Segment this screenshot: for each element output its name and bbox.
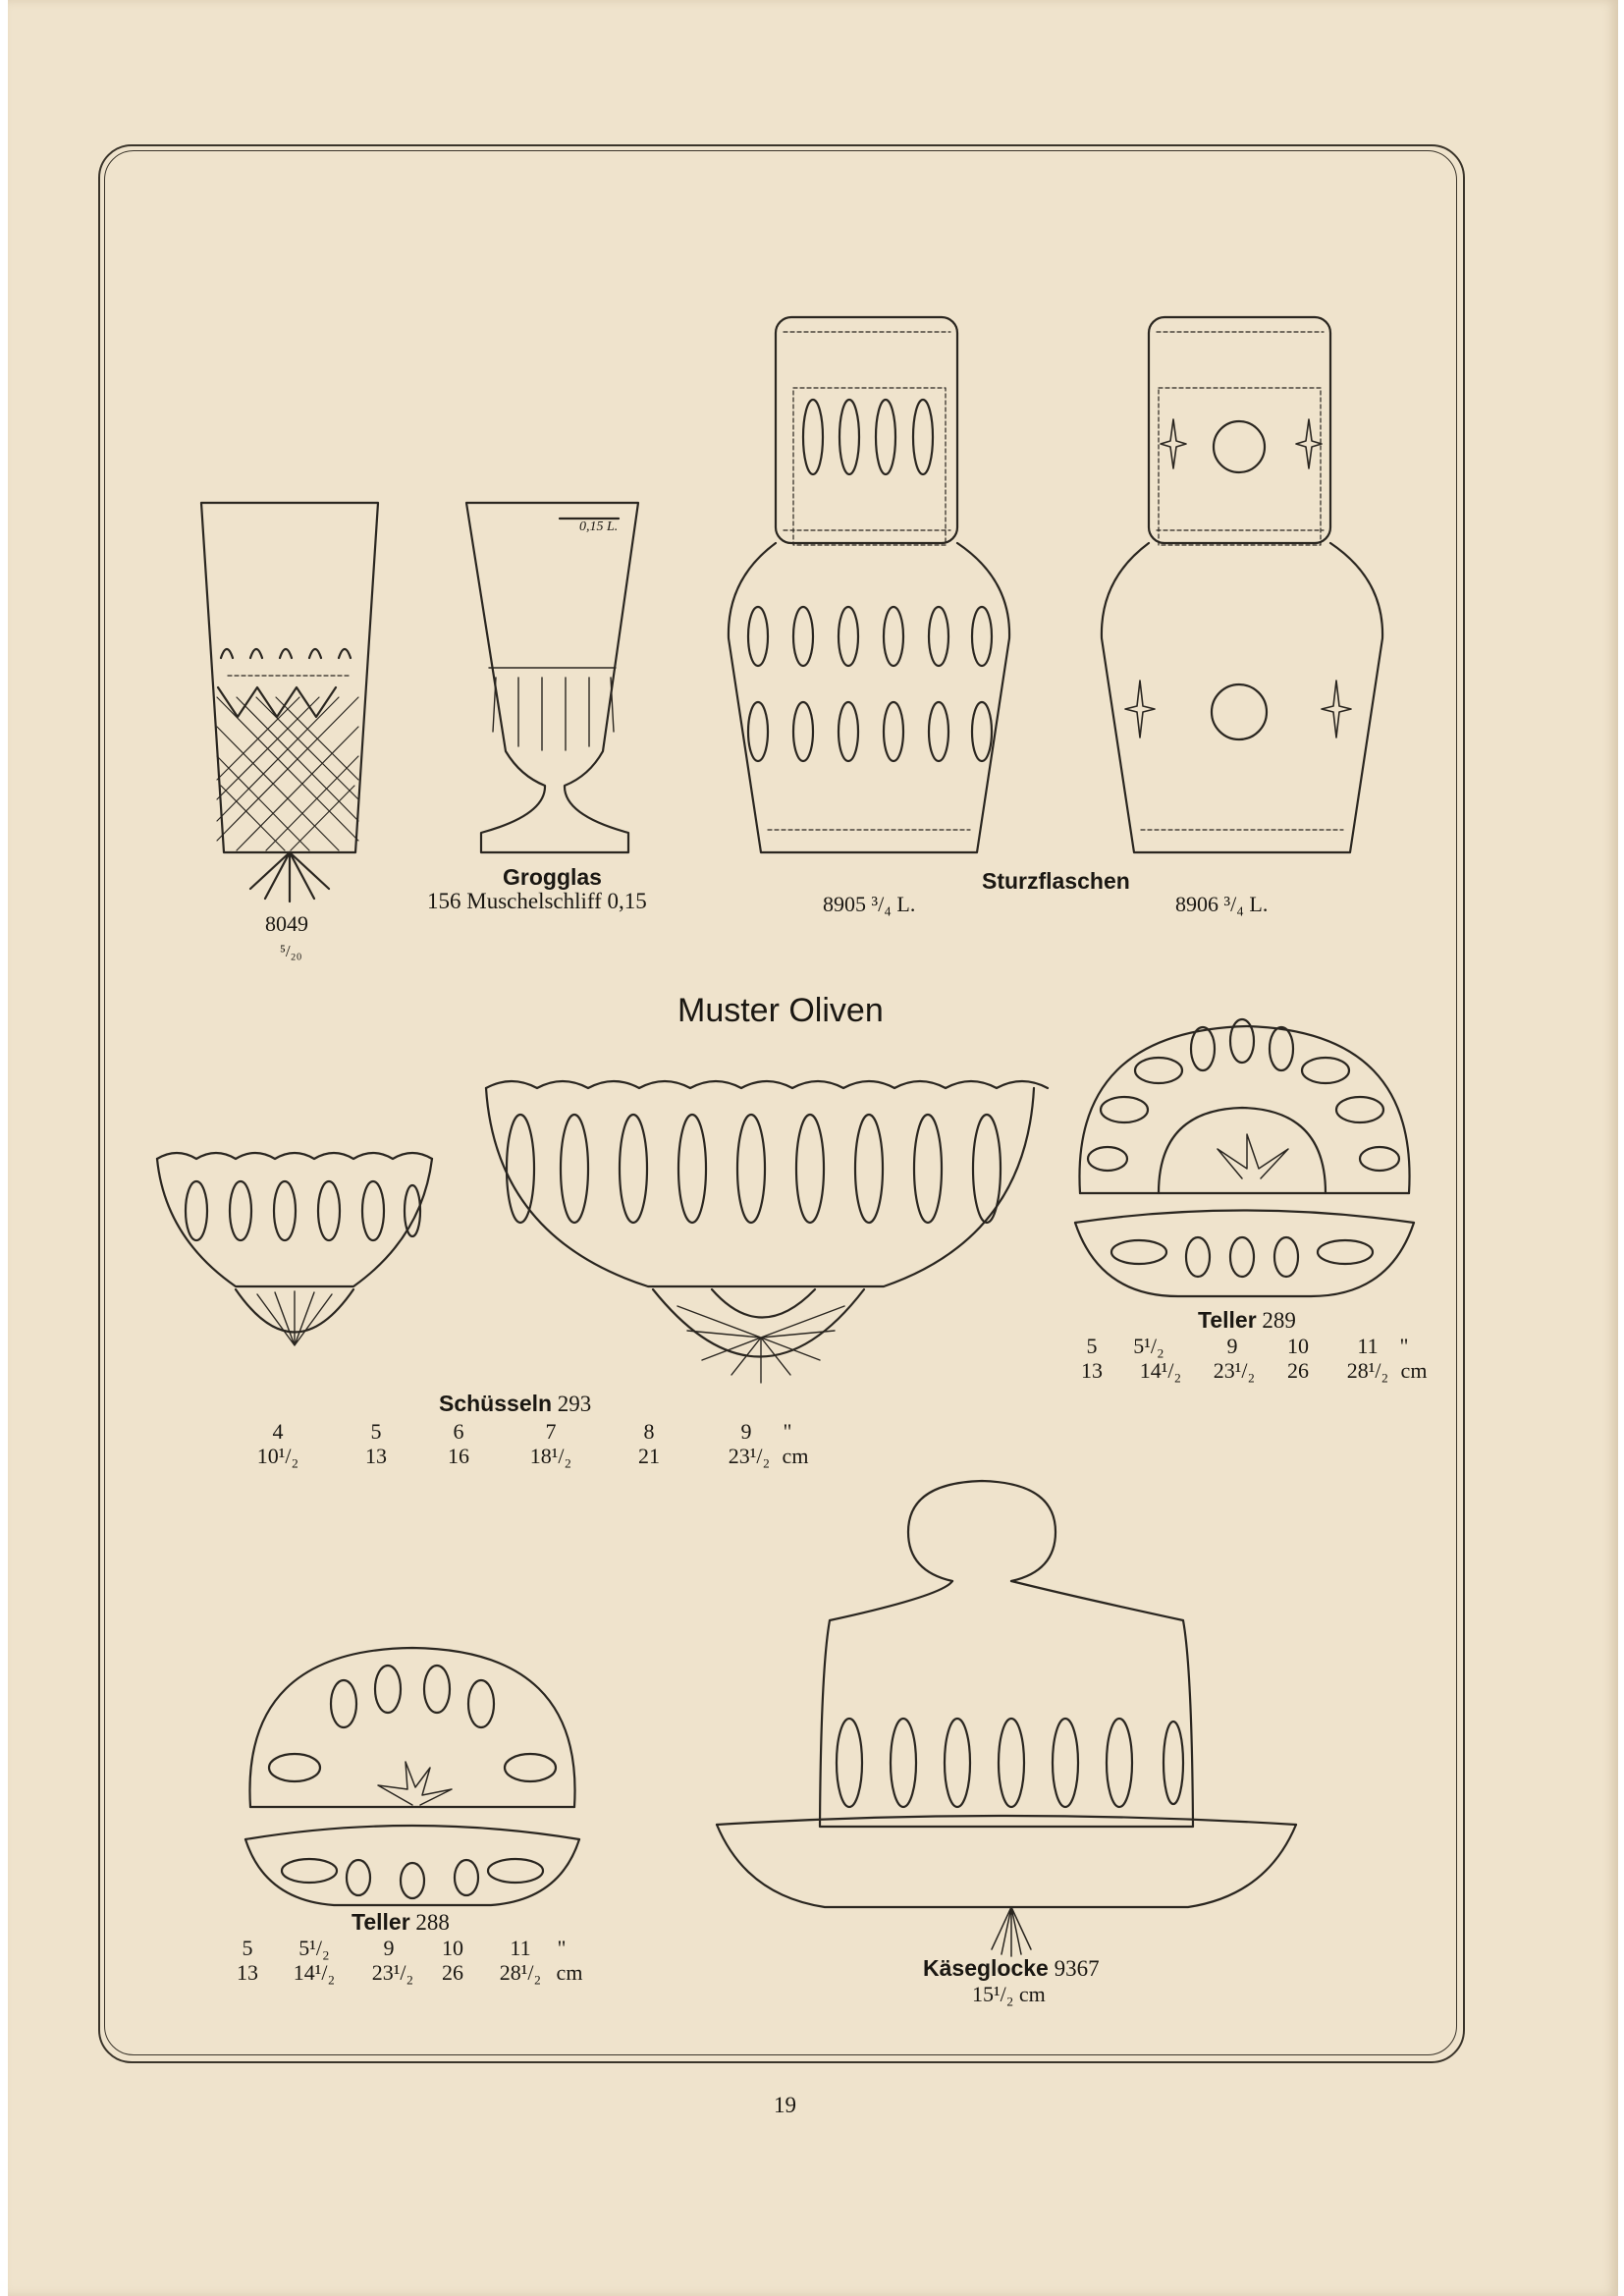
cheese-dome-drawing xyxy=(717,1481,1296,1956)
size-cell: 14¹/₂ xyxy=(293,1960,336,1985)
size-cell: " xyxy=(783,1419,792,1444)
size-cell: 4 xyxy=(272,1419,284,1444)
size-cell: 13 xyxy=(365,1444,387,1468)
size-cell: 21 xyxy=(638,1444,660,1468)
size-cell: 28¹/₂ xyxy=(1346,1358,1389,1383)
item-8049-subscript: ⁵/₂₀ xyxy=(280,942,302,960)
schuesseln-293-name: Schüsseln xyxy=(439,1391,553,1416)
teller-289-name: Teller xyxy=(1198,1307,1257,1333)
size-cell: 5 xyxy=(1086,1334,1098,1358)
size-cell: 9 xyxy=(740,1419,752,1444)
grogglas-name: Grogglas xyxy=(503,864,602,890)
item-8049-number: 8049 xyxy=(265,911,308,936)
grogglas-drawing xyxy=(466,503,638,852)
size-cell: 7 xyxy=(545,1419,557,1444)
teller-289-sizes-cm xyxy=(0,1360,1624,1386)
size-cell: " xyxy=(557,1936,567,1960)
size-cell: 11 xyxy=(510,1936,531,1960)
size-cell: 10 xyxy=(1287,1334,1309,1358)
size-cell: 5¹/₂ xyxy=(1133,1334,1164,1358)
size-cell: 5 xyxy=(370,1419,382,1444)
schuesseln-293-number: 293 xyxy=(557,1392,592,1416)
size-cell: 10¹/₂ xyxy=(256,1444,299,1468)
size-cell: 18¹/₂ xyxy=(529,1444,572,1468)
size-cell: cm xyxy=(556,1960,583,1985)
size-cell: " xyxy=(1399,1334,1409,1358)
size-cell: 14¹/₂ xyxy=(1139,1358,1182,1383)
sturzflasche-8906-drawing xyxy=(1102,317,1382,852)
kaeseglocke-size: 15¹/₂ cm xyxy=(972,1982,1046,2006)
size-cell: 11 xyxy=(1357,1334,1379,1358)
teller-288-sizes-cm xyxy=(0,1962,1624,1988)
size-cell: cm xyxy=(782,1444,809,1468)
kaeseglocke-number: 9367 xyxy=(1054,1956,1100,1981)
size-cell: 10 xyxy=(442,1936,463,1960)
size-cell: 8 xyxy=(643,1419,655,1444)
section-title: Muster Oliven xyxy=(677,992,884,1029)
page-number: 19 xyxy=(774,2093,796,2117)
size-cell: 9 xyxy=(1226,1334,1238,1358)
size-cell: cm xyxy=(1400,1358,1428,1383)
schuesseln-293-sizes-inch xyxy=(0,1421,1624,1447)
size-cell: 13 xyxy=(237,1960,258,1985)
size-cell: 26 xyxy=(1287,1358,1309,1383)
size-cell: 13 xyxy=(1081,1358,1103,1383)
size-cell: 6 xyxy=(453,1419,464,1444)
plate-288-drawing xyxy=(245,1648,579,1905)
size-cell: 23¹/₂ xyxy=(371,1960,414,1985)
size-cell: 16 xyxy=(448,1444,469,1468)
size-cell: 23¹/₂ xyxy=(728,1444,771,1468)
bowl-small-drawing xyxy=(157,1153,432,1345)
teller-289-caption xyxy=(1198,1309,1296,1332)
size-cell: 5 xyxy=(242,1936,253,1960)
grogglas-desc: 156 Muschelschliff 0,15 xyxy=(427,889,647,913)
sturzflasche-8905-drawing xyxy=(729,317,1009,852)
size-cell: 9 xyxy=(383,1936,395,1960)
sturzflasche-8906-label: 8906 ³/₄ L. xyxy=(1175,892,1269,916)
grogglas-fill-mark: 0,15 L. xyxy=(579,519,619,534)
teller-288-name: Teller xyxy=(352,1909,410,1935)
schuesseln-293-sizes-cm xyxy=(0,1446,1624,1471)
plate-289-drawing xyxy=(1075,1019,1414,1296)
size-cell: 28¹/₂ xyxy=(499,1960,542,1985)
sturzflaschen-name: Sturzflaschen xyxy=(982,868,1130,894)
tumbler-8049-drawing xyxy=(201,503,378,902)
size-cell: 23¹/₂ xyxy=(1213,1358,1256,1383)
size-cell: 5¹/₂ xyxy=(298,1936,330,1960)
kaeseglocke-name: Käseglocke xyxy=(923,1955,1049,1981)
teller-288-number: 288 xyxy=(415,1910,450,1935)
teller-289-number: 289 xyxy=(1262,1308,1296,1333)
schuesseln-293-caption xyxy=(439,1393,591,1415)
teller-288-caption xyxy=(352,1911,450,1934)
size-cell: 26 xyxy=(442,1960,463,1985)
sturzflasche-8905-label: 8905 ³/₄ L. xyxy=(823,892,916,916)
kaeseglocke-caption xyxy=(923,1957,1100,1980)
